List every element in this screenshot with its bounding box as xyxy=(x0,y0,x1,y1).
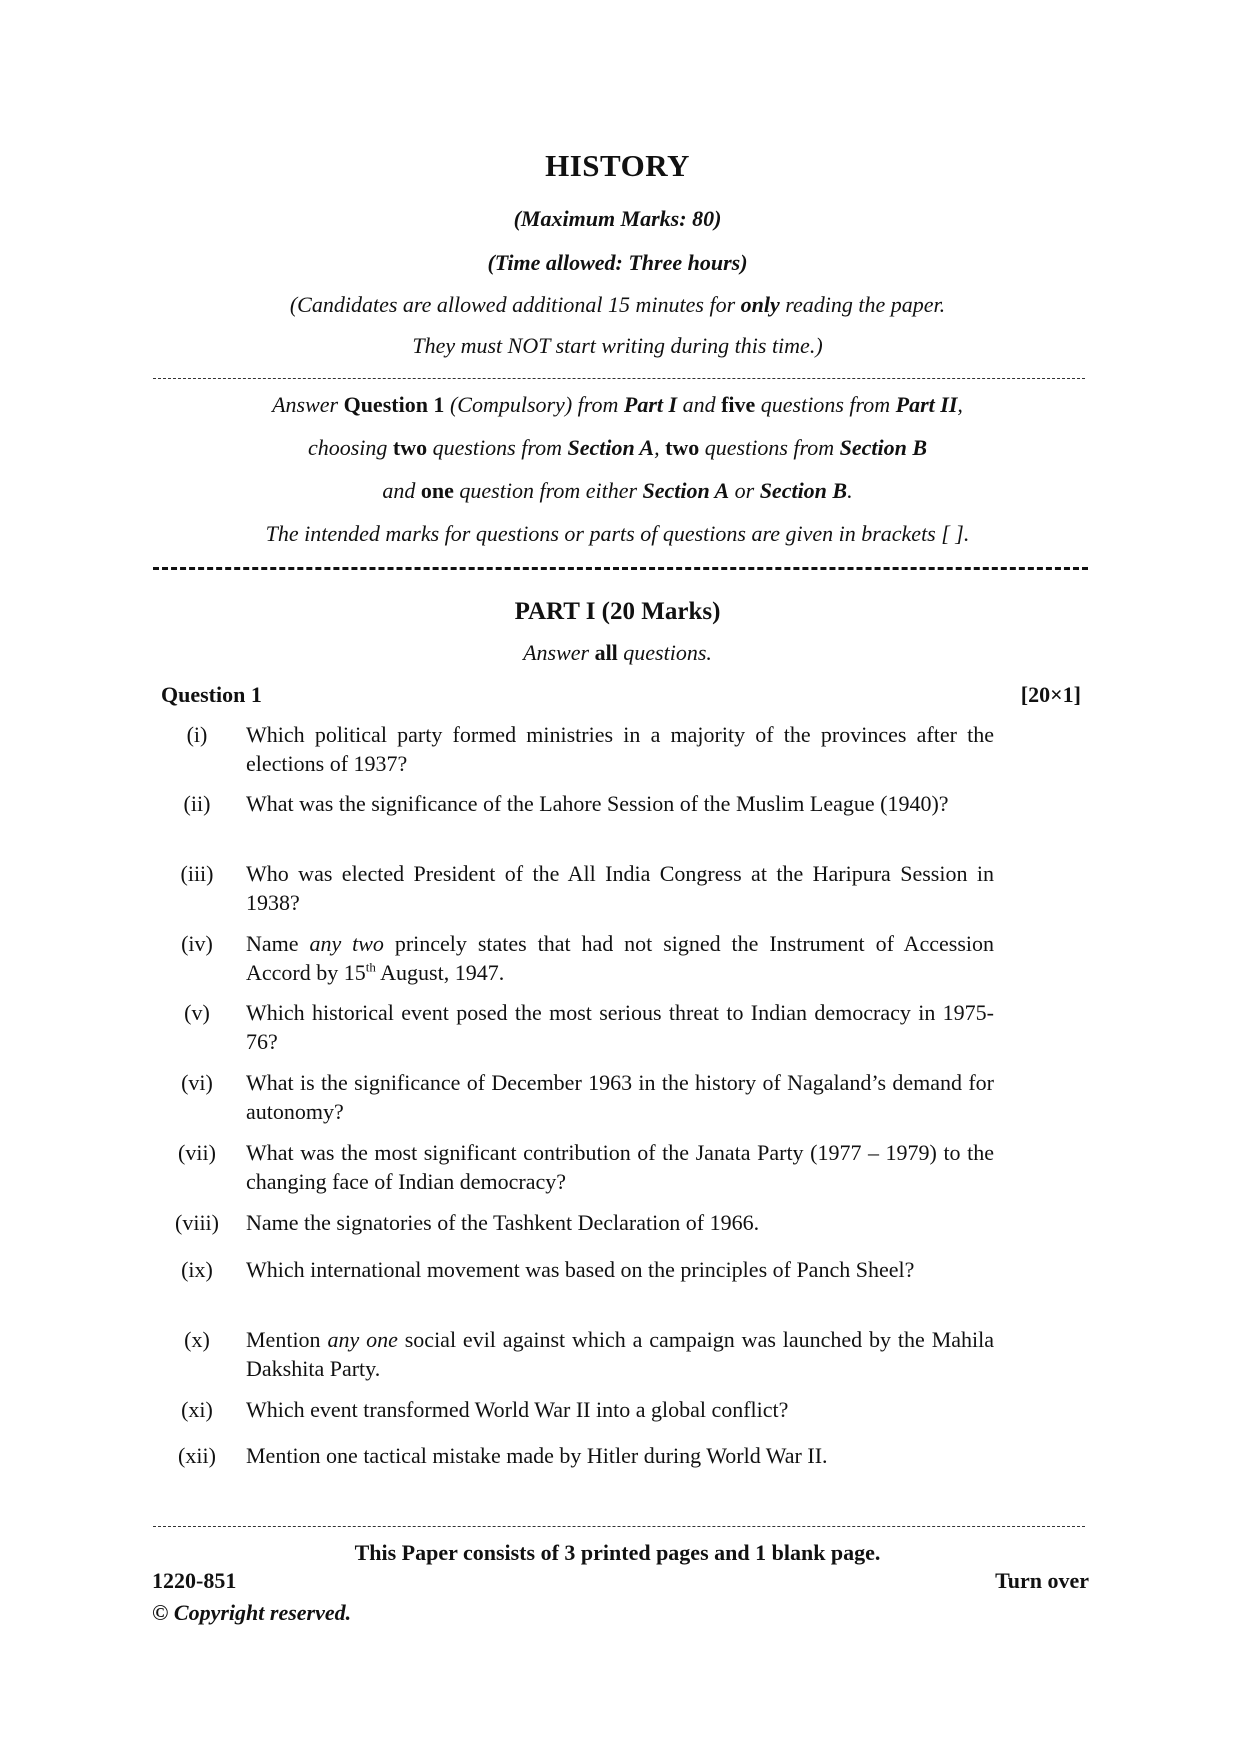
part-title: PART I (20 Marks) xyxy=(514,598,721,625)
no-writing-note: They must NOT start writing during this time.) xyxy=(412,333,823,358)
turn-over: Turn over xyxy=(995,1568,1089,1593)
pages-note: This Paper consists of 3 printed pages and 1 blank page. xyxy=(354,1540,881,1565)
instruction-marks-note: The intended marks for questions or parts of questions are given in brackets [ ]. xyxy=(265,521,970,546)
answer-all-note: Answer all questions. xyxy=(523,640,712,665)
time-allowed: (Time allowed: Three hours) xyxy=(487,250,748,275)
instruction-line-3: and one question from either Section A or Section B. xyxy=(382,478,853,503)
max-marks: (Maximum Marks: 80) xyxy=(513,206,722,231)
divider-thin-top xyxy=(153,378,1085,379)
copyright: © Copyright reserved. xyxy=(152,1600,352,1625)
subject-title: HISTORY xyxy=(545,148,690,183)
instruction-line-2: choosing two questions from Section A, two questions from Section B xyxy=(307,435,928,460)
question-label: Question 1 xyxy=(161,682,262,707)
divider-thin-bottom xyxy=(153,1526,1085,1527)
question-marks: [20×1] xyxy=(1020,682,1081,707)
reading-time-note: (Candidates are allowed additional 15 minutes for only reading the paper. xyxy=(289,292,946,317)
instruction-line-1: Answer Question 1 (Compulsory) from Part I and five questions from Part II, xyxy=(272,392,963,417)
paper-code: 1220-851 xyxy=(152,1568,237,1593)
divider-thick xyxy=(153,567,1088,570)
exam-page: HISTORY (Maximum Marks: 80) (Time allowed: Three hours) (Candidates are allowed additional 15 minutes for only reading the paper. They must NOT start writing during this time.) Answer Question 1 (Compulsory) from Part I and five questions from Part II, choosing two questions from Section A, two questions from Section B and one question from either Section A or Section B. The intended marks for questions or parts of questions are given in brackets [ ]. PART I (20 Marks) Answer all questions. Question 1 [20×1] (i) Which political party formed ministries in a majority of the provinces after the elections of 1937? (ii) What was the significance of the Lahore Session of the Muslim League (1940)? (iii) Who was elected President of the All India Congress at the Haripura Session in 1938? (iv) Name any two princely states that had not signed the Instrument of Accession Accord by 15th August, 1947. (v) Which historical event posed the most serious threat to Indian democracy in 1975-76? (vi) What is the significance of December 1963 in the history of Nagaland’s demand for autonomy? (vii) What was the most significant contribution of the Janata Party (1977 – 1979) to the changing face of Indian democracy? (viii) Name the signatories of the Tashkent Declaration of 1966. (ix) Which international movement was based on the principles of Panch Sheel? (x) Mention any one social evil against which a campaign was launched by the Mahila Dakshita Party. (xi) Which event transformed World War II into a global conflict? (xii) Mention one tactical mistake made by Hitler during World War II. This Paper consists of 3 printed pages and 1 blank page. 1220-851 Turn over © Copyright reserved. xyxy=(152,148,1089,1625)
